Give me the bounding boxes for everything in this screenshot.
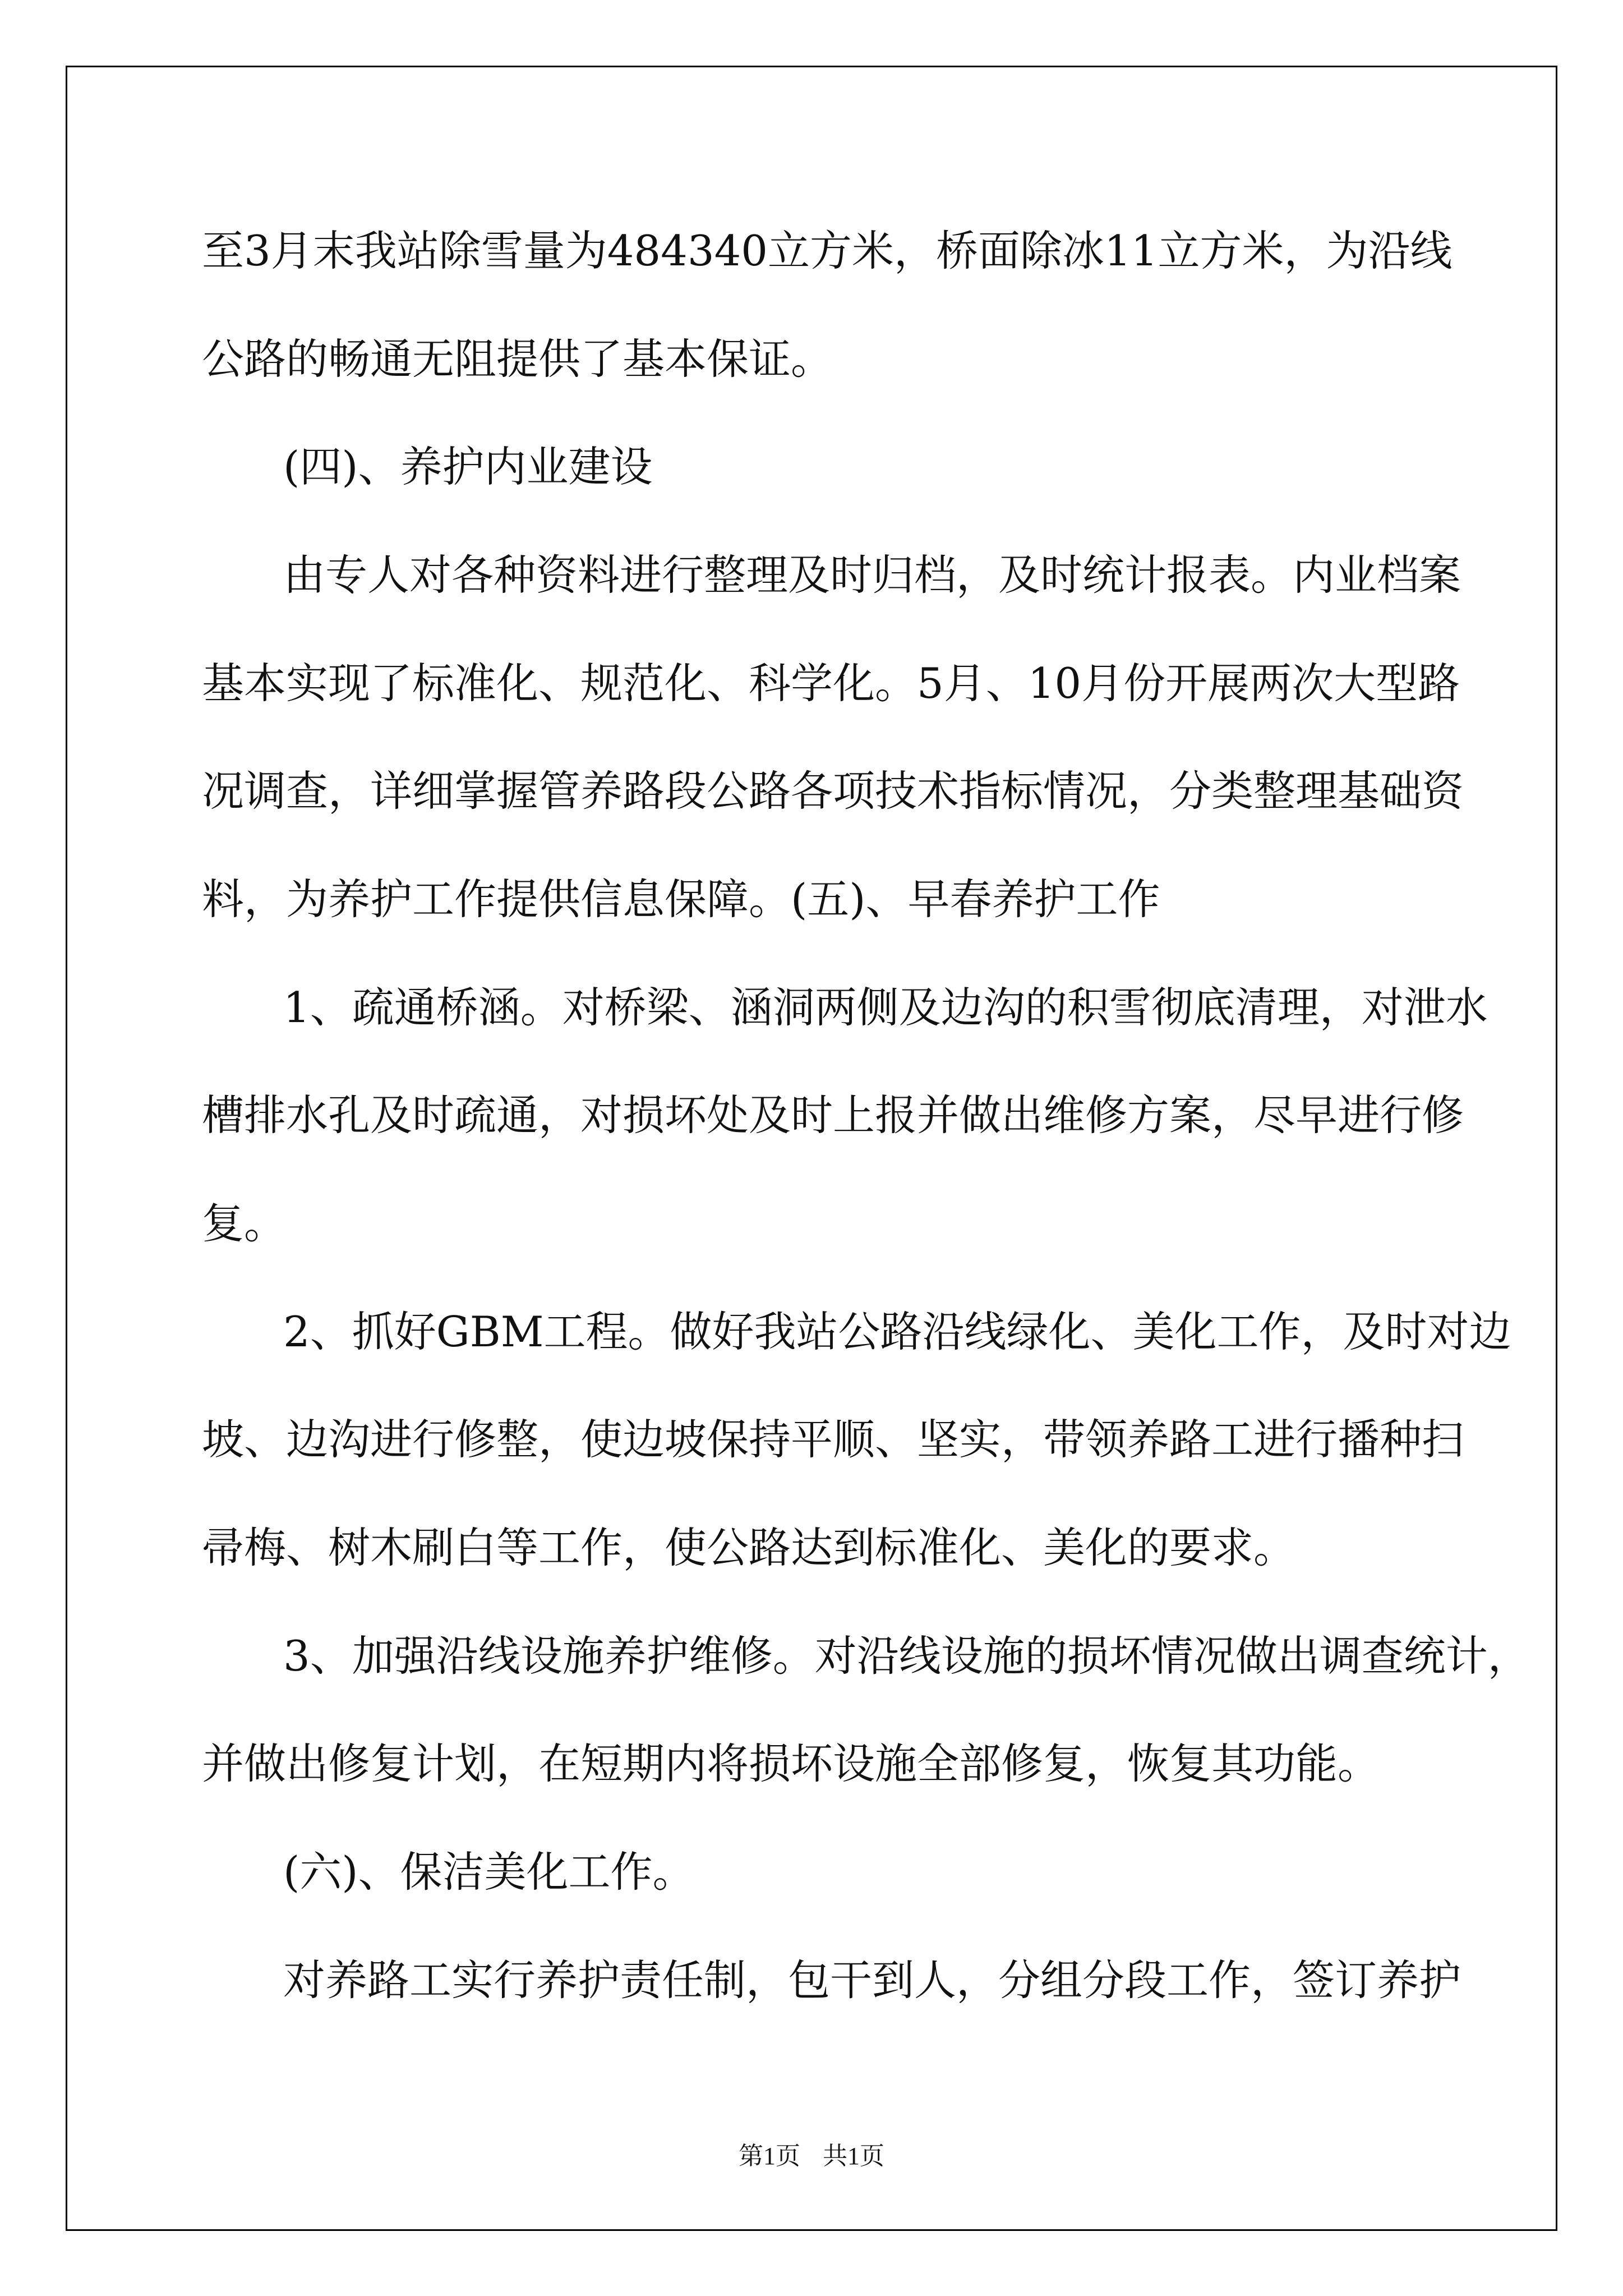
text-line: 1、疏通桥涵。对桥梁、涵洞两侧及边沟的积雪彻底清理，对泄水	[283, 983, 1488, 1032]
page-total: 共1页	[823, 2142, 884, 2170]
page-number: 第1页	[739, 2142, 800, 2170]
text-line: 并做出修复计划，在短期内将损坏设施全部修复，恢复其功能。	[202, 1739, 1380, 1788]
page-border	[66, 66, 1557, 2231]
text-line: 对养路工实行养护责任制，包干到人，分组分段工作，签订养护	[283, 1955, 1461, 2005]
text-line: 公路的畅通无阻提供了基本保证。	[202, 334, 833, 384]
text-line: 复。	[202, 1199, 287, 1248]
text-line: 至3月末我站除雪量为484340立方米，桥面除冰11立方米，为沿线	[202, 226, 1453, 275]
text-line: 坡、边沟进行修整，使边坡保持平顺、坚实，带领养路工进行播种扫	[202, 1415, 1464, 1464]
text-line: 槽排水孔及时疏通，对损坏处及时上报并做出维修方案，尽早进行修	[202, 1091, 1464, 1140]
text-line: 基本实现了标准化、规范化、科学化。5月、10月份开展两次大型路	[202, 659, 1460, 708]
page-footer	[0, 2136, 1623, 2171]
section-heading: (四)、养护内业建设	[283, 442, 653, 491]
text-line: 况调查，详细掌握管养路段公路各项技术指标情况，分类整理基础资	[202, 766, 1464, 816]
text-line: 料，为养护工作提供信息保障。(五)、早春养护工作	[202, 875, 1160, 924]
text-line: 2、抓好GBM工程。做好我站公路沿线绿化、美化工作，及时对边	[283, 1307, 1511, 1356]
text-line: 3、加强沿线设施养护维修。对沿线设施的损坏情况做出调查统计，	[283, 1631, 1530, 1681]
text-line: 帚梅、树木刷白等工作，使公路达到标准化、美化的要求。	[202, 1523, 1296, 1572]
section-heading: (六)、保洁美化工作。	[283, 1847, 695, 1897]
text-line: 由专人对各种资料进行整理及时归档，及时统计报表。内业档案	[283, 550, 1461, 600]
